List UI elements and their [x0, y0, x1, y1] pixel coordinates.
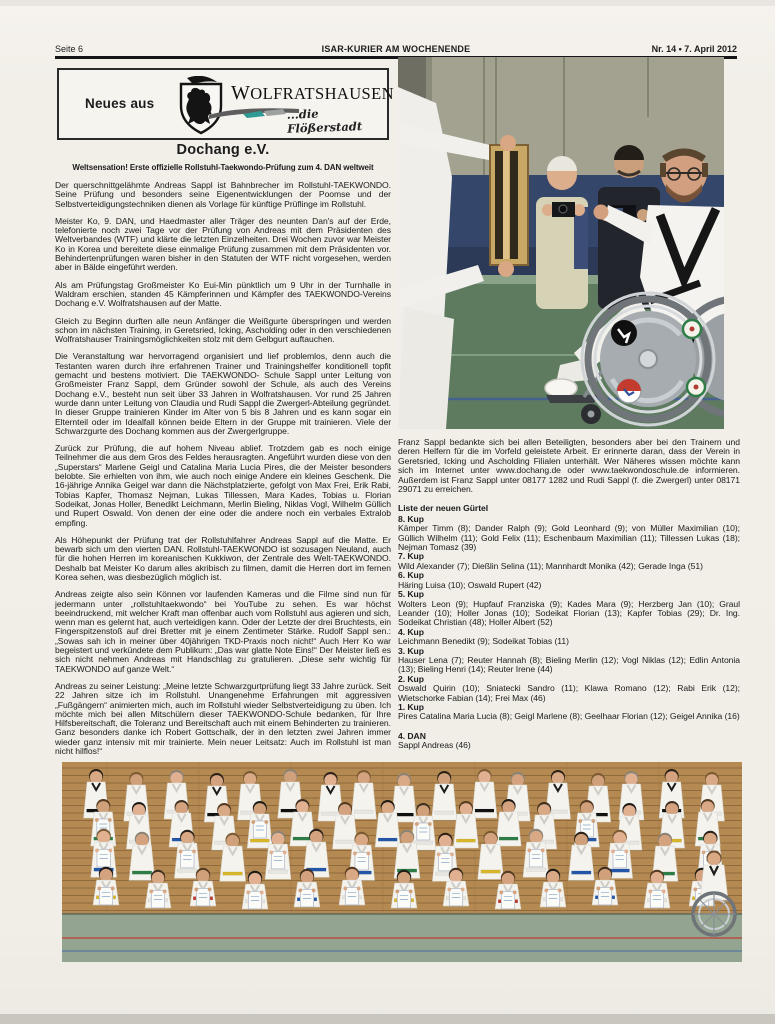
article-paragraph: Zurück zur Prüfung, die auf hohem Niveau ablief. Trotzdem gab es noch einige Teilnehmer die aus dem Gros des Feldes herausragten. Angeführt wurden diese von den „Superstars“ Marlene Geigl und Catalina Maria Lucia Pires, die der Meister besonders belobte. Sie erhielten von ihm, wie auch noch einige Andere ein kleines Geschenk. Die 16-jährige Annika Geigel war dann die Nächstplatzierte, gefolgt von Max Frei, Erik Rabi, Tobias Kapfer, Thomasz Nejman, Lukas Tillessen, Mara Kades, Tobias u. Florian Sodeikat, Jonas Holler, Benedikt Leichmann, Merlin Bieling, Niklas Vogl, Wilhelm Güllich und Rupert Oswald. Von denen der eine oder die andere noch ein verbales Extralob empfing.	[55, 443, 391, 528]
article-column	[55, 142, 391, 764]
belt-group	[398, 703, 740, 722]
right-column	[398, 438, 740, 751]
break-boards	[490, 135, 528, 277]
belt-group	[398, 732, 740, 751]
page-number: Seite 6	[55, 44, 84, 54]
belt-group	[398, 628, 740, 647]
belt-rank: 1. Kup	[398, 701, 424, 712]
article-paragraph: Als Höhepunkt der Prüfung trat der Rollstuhlfahrer Andreas Sappl auf die Matte. Er bewarb sich um den vierten DAN. Rollstuhl-TAEKWONDO ist sozusagen Neuland, auch für die hohen Herren im koreanischen Kukkiwon, der Zentrale des Welt-TAEKWONDO. Deshalb bat Meister Ko darum alles akribisch zu filmen, damit die Herren dort im fernen Korea sehen, was diesbezüglich möglich ist.	[55, 534, 391, 582]
masthead: ISAR-KURIER AM WOCHENENDE	[321, 44, 471, 54]
belt-names: Kämper Timm (8); Dander Ralph (9); Gold Leonhard (9); von Müller Maximilian (10); Güllich Wilhelm (11); Gold Felix (11); Eschenbaum Maximilian (11); Tillessen Lukas (18); Nejman Tomasz (39)	[398, 523, 740, 553]
belt-rank: 5. Kup	[398, 589, 424, 600]
belt-rank: 8. Kup	[398, 513, 424, 524]
belt-names: Oswald Quirin (10); Sniatecki Sandro (11); Klawa Romano (12); Rabi Erik (12); Wietschorke Fabian (14); Frei Max (46)	[398, 683, 740, 703]
article-subtitle: Weltsensation! Erste offizielle Rollstuhl-Taekwondo-Prüfung zum 4. DAN weltweit	[72, 163, 374, 172]
club-sticker-black	[611, 320, 637, 346]
belt-names: Hauser Lena (7); Reuter Hannah (8); Bieling Merlin (12); Vogl Niklas (12); Edlin Antonia (13); Bieling Henri (14); Reuter Irene (44)	[398, 654, 740, 675]
scan-edge-top	[0, 0, 775, 6]
belt-names: Sappl Andreas (46)	[398, 740, 471, 751]
belt-list	[398, 515, 740, 751]
belt-group	[398, 590, 740, 628]
page-header	[55, 38, 737, 56]
banner-swoosh-icon	[209, 106, 299, 120]
scan-edge-bottom	[0, 1014, 775, 1024]
issue-date: Nr. 14 • 7. April 2012	[651, 44, 737, 54]
belt-rank: 7. Kup	[398, 551, 424, 562]
banner-tagline: ...die Flößerstadt	[286, 106, 363, 136]
article-paragraph: Die Veranstaltung war hervorragend organisiert und lief problemlos, denn auch die Testanten waren durch ihre erfahrenen Trainer und Trainingshelfer konditionell topfit gemacht und bestens motiviert. Die TAEKWONDO- Schule Sappl unter Leitung von Großmeister Franz Sappl, dem Gründer sowohl der Schule, als auch des Vereins Dochang e.V., besteht nun seit über 33 Jahren in Wolfratshausen. Vor rund 25 Jahren wurde dann unter Leitung von Claudia und Rudi Sappl die Zwergerl-Abteilung gegründet. In dieser Gruppe trainieren Kinder im Alter von 5 bis 8 Jahren und es kann sogar ein Elternteil oder im Idealfall können beide Eltern in der Gruppe mit trainieren. Viele der Schwarzgurte des Dochang kommen aus der Zwergerlgruppe.	[55, 351, 391, 436]
photo-wheelchair-break-test	[398, 57, 724, 429]
photo-caption-paragraph: Franz Sappl bedankte sich bei allen Beteiligten, besonders aber bei den Trainern und deren Helfern für die im Vorfeld geleistete Arbeit. Er erinnerte daran, dass der Verein in Geretsried, Icking und Ascholding Filialen unterhält. Wer Näheres wissen möchte kann sich im Internet unter www.dochang.de oder www.taekwondoschule.de informieren. Außerdem ist Franz Sappl unter 08177 1282 und Rudi Sappl (f. die Zwergerl) unter 08171 29071 zu erreichen.	[398, 437, 740, 495]
belt-group	[398, 647, 740, 675]
banner-city-name: WOLFRATSHAUSEN	[231, 82, 394, 104]
belt-names: Wild Alexander (7); Dießlin Selina (11); Mannhardt Monika (42); Gerade Inga (51)	[398, 560, 703, 571]
photo-group-certificates	[62, 762, 742, 962]
belt-names: Wolters Leon (9); Hupfauf Franziska (9); Kades Mara (9); Herzberg Jan (10); Graul Leander (10); Holler Jonas (10); Sodeikat Florian (13); Kapfer Tobias (29); Dr. Ing. Sodeikat Christian (48); Holler Albert (52)	[398, 598, 740, 628]
belt-names: Pires Catalina Maria Lucia (8); Geigl Marlene (8); Geelhaar Florian (12); Geigel Annika (16)	[398, 711, 740, 722]
belt-rank: 4. DAN	[398, 730, 426, 741]
article-paragraph: Meister Ko, 9. DAN, und Haedmaster aller Träger des neunten Dan's auf der Erde, telefonierte noch zwei Tage vor der Prüfung von Andreas mit dem Präsidenten des Weltverbandes (WTF) und klärte die letzten Einzelheiten. Drei Wochen zuvor war Meister Ko in Korea und bereitete diese einmalige Prüfung zusammen mit dem Präsidenten vor. Behindertenprüfungen waren bisher in den Statuten der WTF nicht vorgesehen, werden aber in Bälde eingeführt werden.	[55, 215, 391, 273]
belt-group	[398, 571, 740, 590]
belt-list-heading: Liste der neuen Gürtel	[398, 503, 489, 514]
article-paragraph: Der querschnittgelähmte Andreas Sappl ist Bahnbrecher im Rollstuhl-TAEKWONDO. Seine Prüfung und besonders seine Eigenentwicklungen der Poomse und der Selbstverteidigungstechniken dienen als Vorlage für künftige Prüflinge im Rollstuhl.	[55, 180, 391, 209]
belt-rank: 3. Kup	[398, 645, 424, 656]
belt-group	[398, 515, 740, 553]
belt-names: Leichmann Benedikt (9); Sodeikat Tobias (11)	[398, 636, 569, 647]
belt-rank: 4. Kup	[398, 626, 424, 637]
city-banner	[57, 68, 394, 140]
article-body	[55, 181, 391, 756]
banner-label: Neues aus	[85, 96, 155, 111]
belt-rank: 2. Kup	[398, 673, 424, 684]
article-paragraph: Gleich zu Beginn durften alle neun Anfänger die Weißgurte überspringen und werden schon im nächsten Training, in Geretsried, Icking, Ascholding oder in den verschiedenen Wolfratshauser Trainingsmöglichkeiten stolz mit dem Gelbgurt auftauchen.	[55, 315, 391, 345]
article-paragraph: Als am Prüfungstag Großmeister Ko Eui-Min pünktlich um 9 Uhr in der Turnhalle in Waldram erschien, standen 45 Kämpferinnen und Kämpfer des TAEKWONDO-Vereins Dochang e.V. Wolfratshausen auf der Matte.	[55, 279, 391, 309]
belt-group	[398, 675, 740, 703]
belt-names: Häring Luisa (10); Oswald Rupert (42)	[398, 579, 542, 590]
article-paragraph: Andreas zu seiner Leistung: „Meine letzte Schwarzgurtprüfung liegt 33 Jahre zurück. Seit 22 Jahren sitze ich im Rollstuhl. Unangenehme Erfahrungen mit aggressiven „Fußgängern“ animierten mich, auch im Rollstuhl wieder Selbstverteidigung zu üben. Ich möchte mich bei allen Mitschülern dieser TAEKWONDO-Schule bedanken, für Ihre Hilfsbereitschaft, die Toleranz und Bereitschaft auch mit einem Behinderten zu trainieren. Ganz besonders danke ich Robert Gottschalk, der in den letzten zwei Jahren immer wieder ganz intensiv mit mir trainierte. Mein neuer Leitsatz: Auch im Rollstuhl ist man nicht hilflos!“	[55, 680, 391, 757]
belt-rank: 6. Kup	[398, 570, 424, 581]
article-paragraph: Andreas zeigte also sein Können vor laufenden Kameras und die Filme sind nun für jedermann unter „rollstuhltaekwondo“ bei YouTube zu sehen. Es war höchst beeindruckend, mit welcher Kraft man offenbar auch vom Rollstuhl aus agieren und sich, wenn man es gelernt hat, auch verteidigen kann. Oder der Letzte der drei Bruchtests, ein Fingerspitzenstoß auf drei Bretter mit je einem Zentimeter Stärke. Rudolf Sappl sen.: „Sowas sah ich in meiner über 40jährigen TKD-Praxis noch nicht!“ Auch Herr Ko war begeistert und verkündete dem Publikum: „Das war glatte Note Eins!“ Der Meister ließ es sich nicht nehmen Andreas mit Handschlag zu gratulieren. „Diese sehr wichtig für TAEKWONDO auf ganze Welt.“	[55, 589, 391, 674]
belt-group	[398, 552, 740, 571]
article-title: Dochang e.V.	[176, 142, 270, 158]
